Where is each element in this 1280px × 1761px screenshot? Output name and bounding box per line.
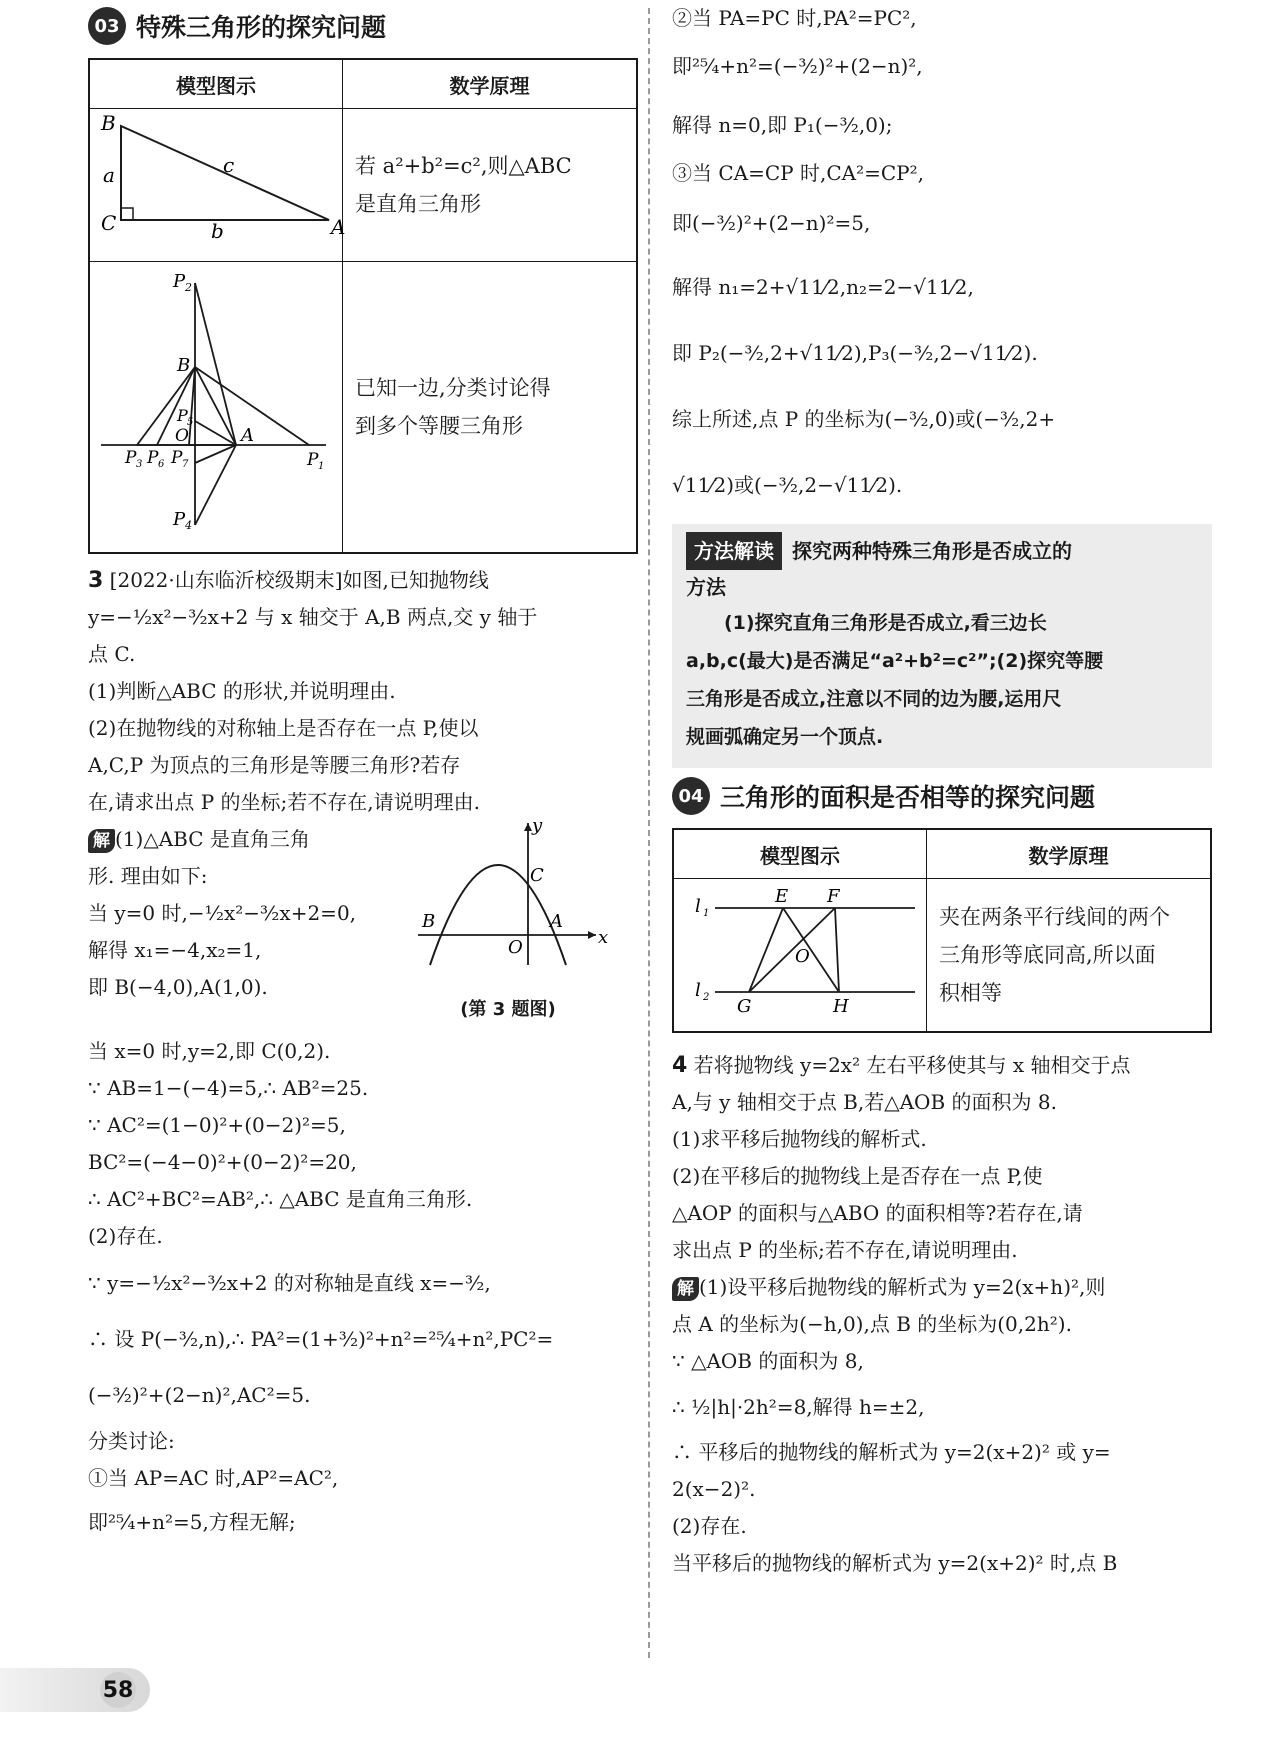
parabola-figure [418, 815, 628, 991]
solution-line: 解得 n₁=2+√11⁄2,n₂=2−√11⁄2, [672, 275, 974, 299]
svg-text:x: x [598, 927, 609, 948]
solution-line: 即 B(−4,0),A(1,0). [88, 975, 268, 999]
isosceles-figure-cell [89, 262, 343, 554]
parallel-lines-figure-cell [673, 879, 927, 1033]
section-04-title: 三角形的面积是否相等的探究问题 [720, 783, 1096, 812]
svg-text:3: 3 [136, 459, 143, 470]
solution-line: ∴ ½|h|·2h²=8,解得 h=±2, [672, 1395, 925, 1419]
svg-text:P: P [173, 271, 186, 292]
question-number: 4 [672, 1053, 688, 1078]
question-text: y=−½x²−³⁄₂x+2 与 x 轴交于 A,B 两点,交 y 轴于 [88, 605, 538, 629]
solution-line: ③当 CA=CP 时,CA²=CP², [672, 161, 924, 185]
svg-text:A: A [331, 215, 346, 239]
principle-line: 若 a²+b²=c²,则△ABC [355, 154, 572, 178]
method-body: (1)探究直角三角形是否成立,看三边长 [724, 612, 1047, 634]
method-tag: 方法解读 [686, 532, 782, 570]
isosceles-principle [343, 262, 638, 554]
solution-line: 解得 x₁=−4,x₂=1, [88, 938, 262, 962]
solution-line: 当 x=0 时,y=2,即 C(0,2). [88, 1039, 331, 1063]
method-body: 三角形是否成立,注意以不同的边为腰,运用尺 [686, 688, 1062, 710]
section-03-number: 03 [88, 7, 126, 45]
solution-line: 即 P₂(−³⁄₂,2+√11⁄2),P₃(−³⁄₂,2−√11⁄2). [672, 341, 1038, 365]
solution-line: BC²=(−4−0)²+(0−2)²=20, [88, 1150, 357, 1174]
question-part-2: A,C,P 为顶点的三角形是等腰三角形?若存 [88, 753, 461, 777]
solution-line: (−³⁄₂)²+(2−n)²,AC²=5. [88, 1383, 311, 1407]
solution-with-figure [88, 815, 638, 1033]
question-3-continued [672, 0, 1212, 518]
right-triangle-figure-cell [89, 109, 346, 262]
figure-caption: (第 3 题图) [460, 999, 556, 1020]
solution-line: ∵ y=−½x²−³⁄₂x+2 的对称轴是直线 x=−³⁄₂, [88, 1271, 491, 1295]
isosceles-triangle-figure [91, 263, 341, 539]
solution-line: 当 y=0 时,−½x²−³⁄₂x+2=0, [88, 901, 357, 925]
solution-line: 形. 理由如下: [88, 864, 208, 888]
svg-text:l: l [695, 980, 701, 1001]
method-title: 探究两种特殊三角形是否成立的 [792, 539, 1072, 563]
svg-text:O: O [508, 937, 523, 958]
page-number-tab [0, 1668, 150, 1712]
question-3 [88, 562, 638, 1547]
section-03-title: 特殊三角形的探究问题 [136, 13, 387, 42]
solution-line: ∵ △AOB 的面积为 8, [672, 1349, 864, 1373]
solution-line: 即(−³⁄₂)²+(2−n)²=5, [672, 211, 871, 235]
col-model-header: 模型图示 [673, 829, 927, 879]
question-part-1: (1)判断△ABC 的形状,并说明理由. [88, 679, 396, 703]
svg-text:P: P [171, 448, 183, 468]
col-model-header: 模型图示 [89, 59, 343, 109]
svg-text:P: P [125, 448, 137, 468]
svg-text:P: P [173, 509, 186, 530]
principle-line: 是直角三角形 [355, 192, 481, 216]
svg-text:a: a [103, 163, 115, 187]
question-text: [2022·山东临沂校级期末]如图,已知抛物线 [109, 568, 489, 592]
right-column [672, 0, 1212, 1582]
parallel-lines-principle [927, 879, 1212, 1033]
solution-line: 当平移后的抛物线的解析式为 y=2(x+2)² 时,点 B [672, 1551, 1118, 1575]
svg-text:7: 7 [182, 459, 189, 470]
svg-text:A: A [550, 911, 563, 932]
question-part-2: 求出点 P 的坐标;若不存在,请说明理由. [672, 1238, 1018, 1262]
method-body: a,b,c(最大)是否满足“a²+b²=c²”;(2)探究等腰 [686, 650, 1104, 672]
solution-line: (1)设平移后抛物线的解析式为 y=2(x+h)²,则 [699, 1275, 1106, 1299]
principle-line: 三角形等底同高,所以面 [939, 943, 1156, 967]
solution-line: (1)△ABC 是直角三角 [115, 827, 310, 851]
question-part-1: (1)求平移后抛物线的解析式. [672, 1127, 927, 1151]
svg-text:b: b [211, 219, 224, 243]
solution-badge: 解 [672, 1277, 699, 1301]
svg-text:1: 1 [318, 461, 325, 472]
svg-text:P: P [177, 406, 188, 425]
section-04-number: 04 [672, 777, 710, 815]
svg-text:O: O [795, 946, 810, 967]
section-04-header [672, 774, 1212, 818]
solution-line: 即²⁵⁄₄+n²=5,方程无解; [88, 1510, 296, 1534]
question-part-2: 在,请求出点 P 的坐标;若不存在,请说明理由. [88, 790, 480, 814]
solution-badge: 解 [88, 829, 115, 853]
question-text: 若将抛物线 y=2x² 左右平移使其与 x 轴相交于点 [693, 1053, 1131, 1077]
parallel-lines-figure [675, 880, 925, 1018]
principle-line: 到多个等腰三角形 [355, 414, 523, 438]
svg-text:E: E [775, 886, 789, 907]
svg-text:2: 2 [185, 281, 192, 294]
column-divider [648, 8, 650, 1658]
principle-line: 积相等 [939, 981, 1002, 1005]
col-principle-header: 数学原理 [343, 59, 638, 109]
question-part-2: (2)在平移后的抛物线上是否存在一点 P,使 [672, 1164, 1043, 1188]
section-03-header [88, 4, 638, 48]
solution-line: 点 A 的坐标为(−h,0),点 B 的坐标为(0,2h²). [672, 1312, 1072, 1336]
svg-text:B: B [422, 911, 436, 932]
right-triangle-figure [91, 110, 346, 248]
method-title: 方法 [686, 575, 726, 599]
svg-text:6: 6 [158, 459, 165, 470]
svg-text:F: F [827, 886, 840, 907]
principle-line: 已知一边,分类讨论得 [355, 376, 551, 400]
svg-text:O: O [175, 426, 189, 446]
question-part-2: △AOP 的面积与△ABO 的面积相等?若存在,请 [672, 1201, 1083, 1225]
svg-text:5: 5 [187, 417, 194, 428]
svg-text:l: l [695, 896, 701, 917]
solution-line: 解得 n=0,即 P₁(−³⁄₂,0); [672, 113, 893, 137]
method-body: 规画弧确定另一个顶点. [686, 726, 884, 748]
question-number: 3 [88, 568, 104, 593]
svg-text:P: P [307, 450, 319, 470]
col-principle-header: 数学原理 [927, 829, 1212, 879]
solution-line: ∴ 平移后的抛物线的解析式为 y=2(x+2)² 或 y= [672, 1440, 1111, 1464]
svg-text:1: 1 [703, 908, 710, 919]
question-text: 点 C. [88, 642, 136, 666]
solution-line: 分类讨论: [88, 1429, 175, 1453]
solution-line: ∴ AC²+BC²=AB²,∴ △ABC 是直角三角形. [88, 1187, 473, 1211]
svg-text:P: P [147, 448, 159, 468]
figure-3 [418, 815, 628, 1021]
svg-text:G: G [737, 996, 752, 1017]
solution-line: ∵ AC²=(1−0)²+(0−2)²=5, [88, 1113, 346, 1137]
section-03-table [88, 58, 638, 554]
solution-line: (2)存在. [88, 1224, 163, 1248]
method-note [672, 524, 1212, 768]
svg-text:4: 4 [185, 519, 192, 532]
solution-line: 即²⁵⁄₄+n²=(−³⁄₂)²+(2−n)², [672, 54, 923, 78]
principle-line: 夹在两条平行线间的两个 [939, 905, 1170, 929]
svg-text:H: H [833, 996, 849, 1017]
solution-line: 综上所述,点 P 的坐标为(−³⁄₂,0)或(−³⁄₂,2+ [672, 407, 1056, 431]
svg-text:B: B [177, 355, 191, 376]
solution-line: ∴ 设 P(−³⁄₂,n),∴ PA²=(1+³⁄₂)²+n²=²⁵⁄₄+n²,PC²= [88, 1327, 554, 1351]
left-column [88, 0, 638, 1547]
page-number: 58 [100, 1672, 136, 1708]
solution-line: ①当 AP=AC 时,AP²=AC², [88, 1466, 339, 1490]
solution-line: √11⁄2)或(−³⁄₂,2−√11⁄2). [672, 473, 903, 497]
svg-text:B: B [101, 111, 116, 135]
right-triangle-principle [343, 109, 638, 262]
solution-line: 2(x−2)². [672, 1477, 756, 1501]
svg-text:C: C [101, 211, 117, 235]
question-text: A,与 y 轴相交于点 B,若△AOB 的面积为 8. [672, 1090, 1057, 1114]
section-04-table [672, 828, 1212, 1033]
solution-line: ∵ AB=1−(−4)=5,∴ AB²=25. [88, 1076, 369, 1100]
svg-text:A: A [241, 425, 254, 446]
svg-text:c: c [223, 153, 235, 177]
solution-line: (2)存在. [672, 1514, 747, 1538]
question-4 [672, 1047, 1212, 1582]
svg-text:y: y [532, 815, 543, 836]
svg-text:2: 2 [703, 992, 710, 1003]
question-part-2: (2)在抛物线的对称轴上是否存在一点 P,使以 [88, 716, 479, 740]
svg-text:C: C [530, 865, 544, 886]
solution-line: ②当 PA=PC 时,PA²=PC², [672, 6, 917, 30]
